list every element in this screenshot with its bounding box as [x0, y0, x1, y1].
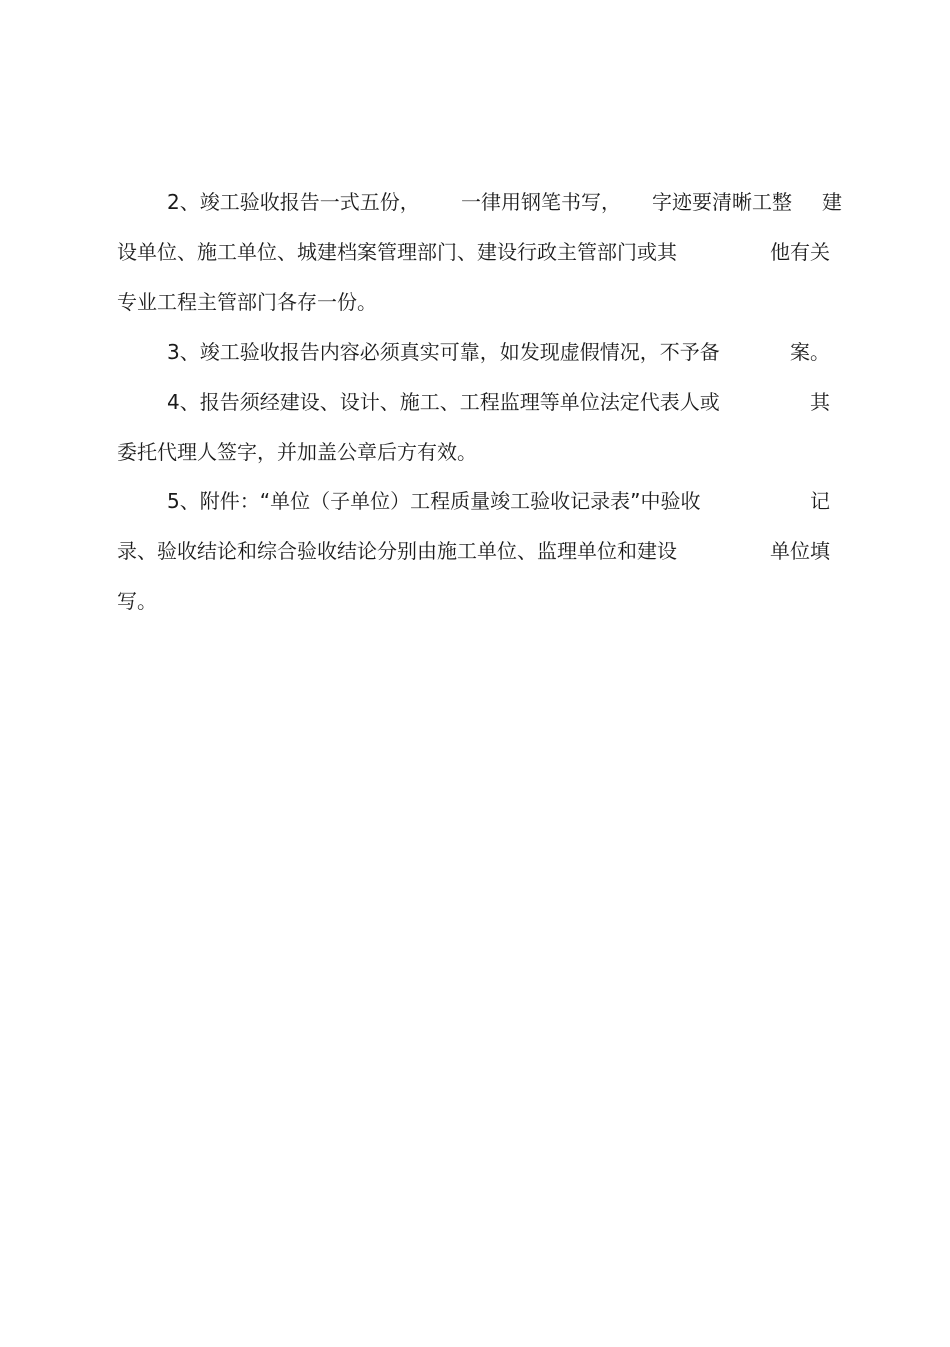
text-segment: 委托代理人签字，并加盖公章后方有效。: [117, 440, 477, 464]
text-segment: 设单位、施工单位、城建档案管理部门、建设行政主管部门或其: [117, 240, 677, 264]
text-segment: 他有关: [770, 240, 830, 264]
text-segment: 2、竣工验收报告一式五份，: [167, 190, 420, 214]
text-segment: 写。: [117, 589, 157, 613]
note-4-line-1: [117, 387, 830, 417]
note-2-line-2: [117, 237, 830, 267]
note-2-line-3: [117, 287, 830, 317]
note-5-line-2: [117, 536, 830, 566]
text-segment: 建: [822, 190, 842, 214]
note-5-line-3: [117, 586, 830, 616]
note-3-line-1: [117, 337, 830, 367]
text-segment: 单位填: [770, 539, 830, 563]
text-segment: 录、验收结论和综合验收结论分别由施工单位、监理单位和建设: [117, 539, 677, 563]
note-2-line-1: [117, 187, 842, 217]
text-segment: 记: [810, 489, 830, 513]
text-segment: 其: [810, 390, 830, 414]
text-segment: 专业工程主管部门各存一份。: [117, 290, 377, 314]
text-segment: 5、附件：“单位（子单位）工程质量竣工验收记录表”中验收: [167, 489, 701, 513]
note-4-line-2: [117, 437, 830, 467]
text-segment: 字迹要清晰工整: [652, 190, 792, 214]
text-segment: 4、报告须经建设、设计、施工、工程监理等单位法定代表人或: [167, 390, 720, 414]
text-segment: 3、竣工验收报告内容必须真实可靠，如发现虚假情况，不予备: [167, 340, 720, 364]
text-segment: 案。: [790, 340, 830, 364]
note-5-line-1: [117, 486, 830, 516]
text-segment: 一律用钢笔书写，: [461, 190, 621, 214]
